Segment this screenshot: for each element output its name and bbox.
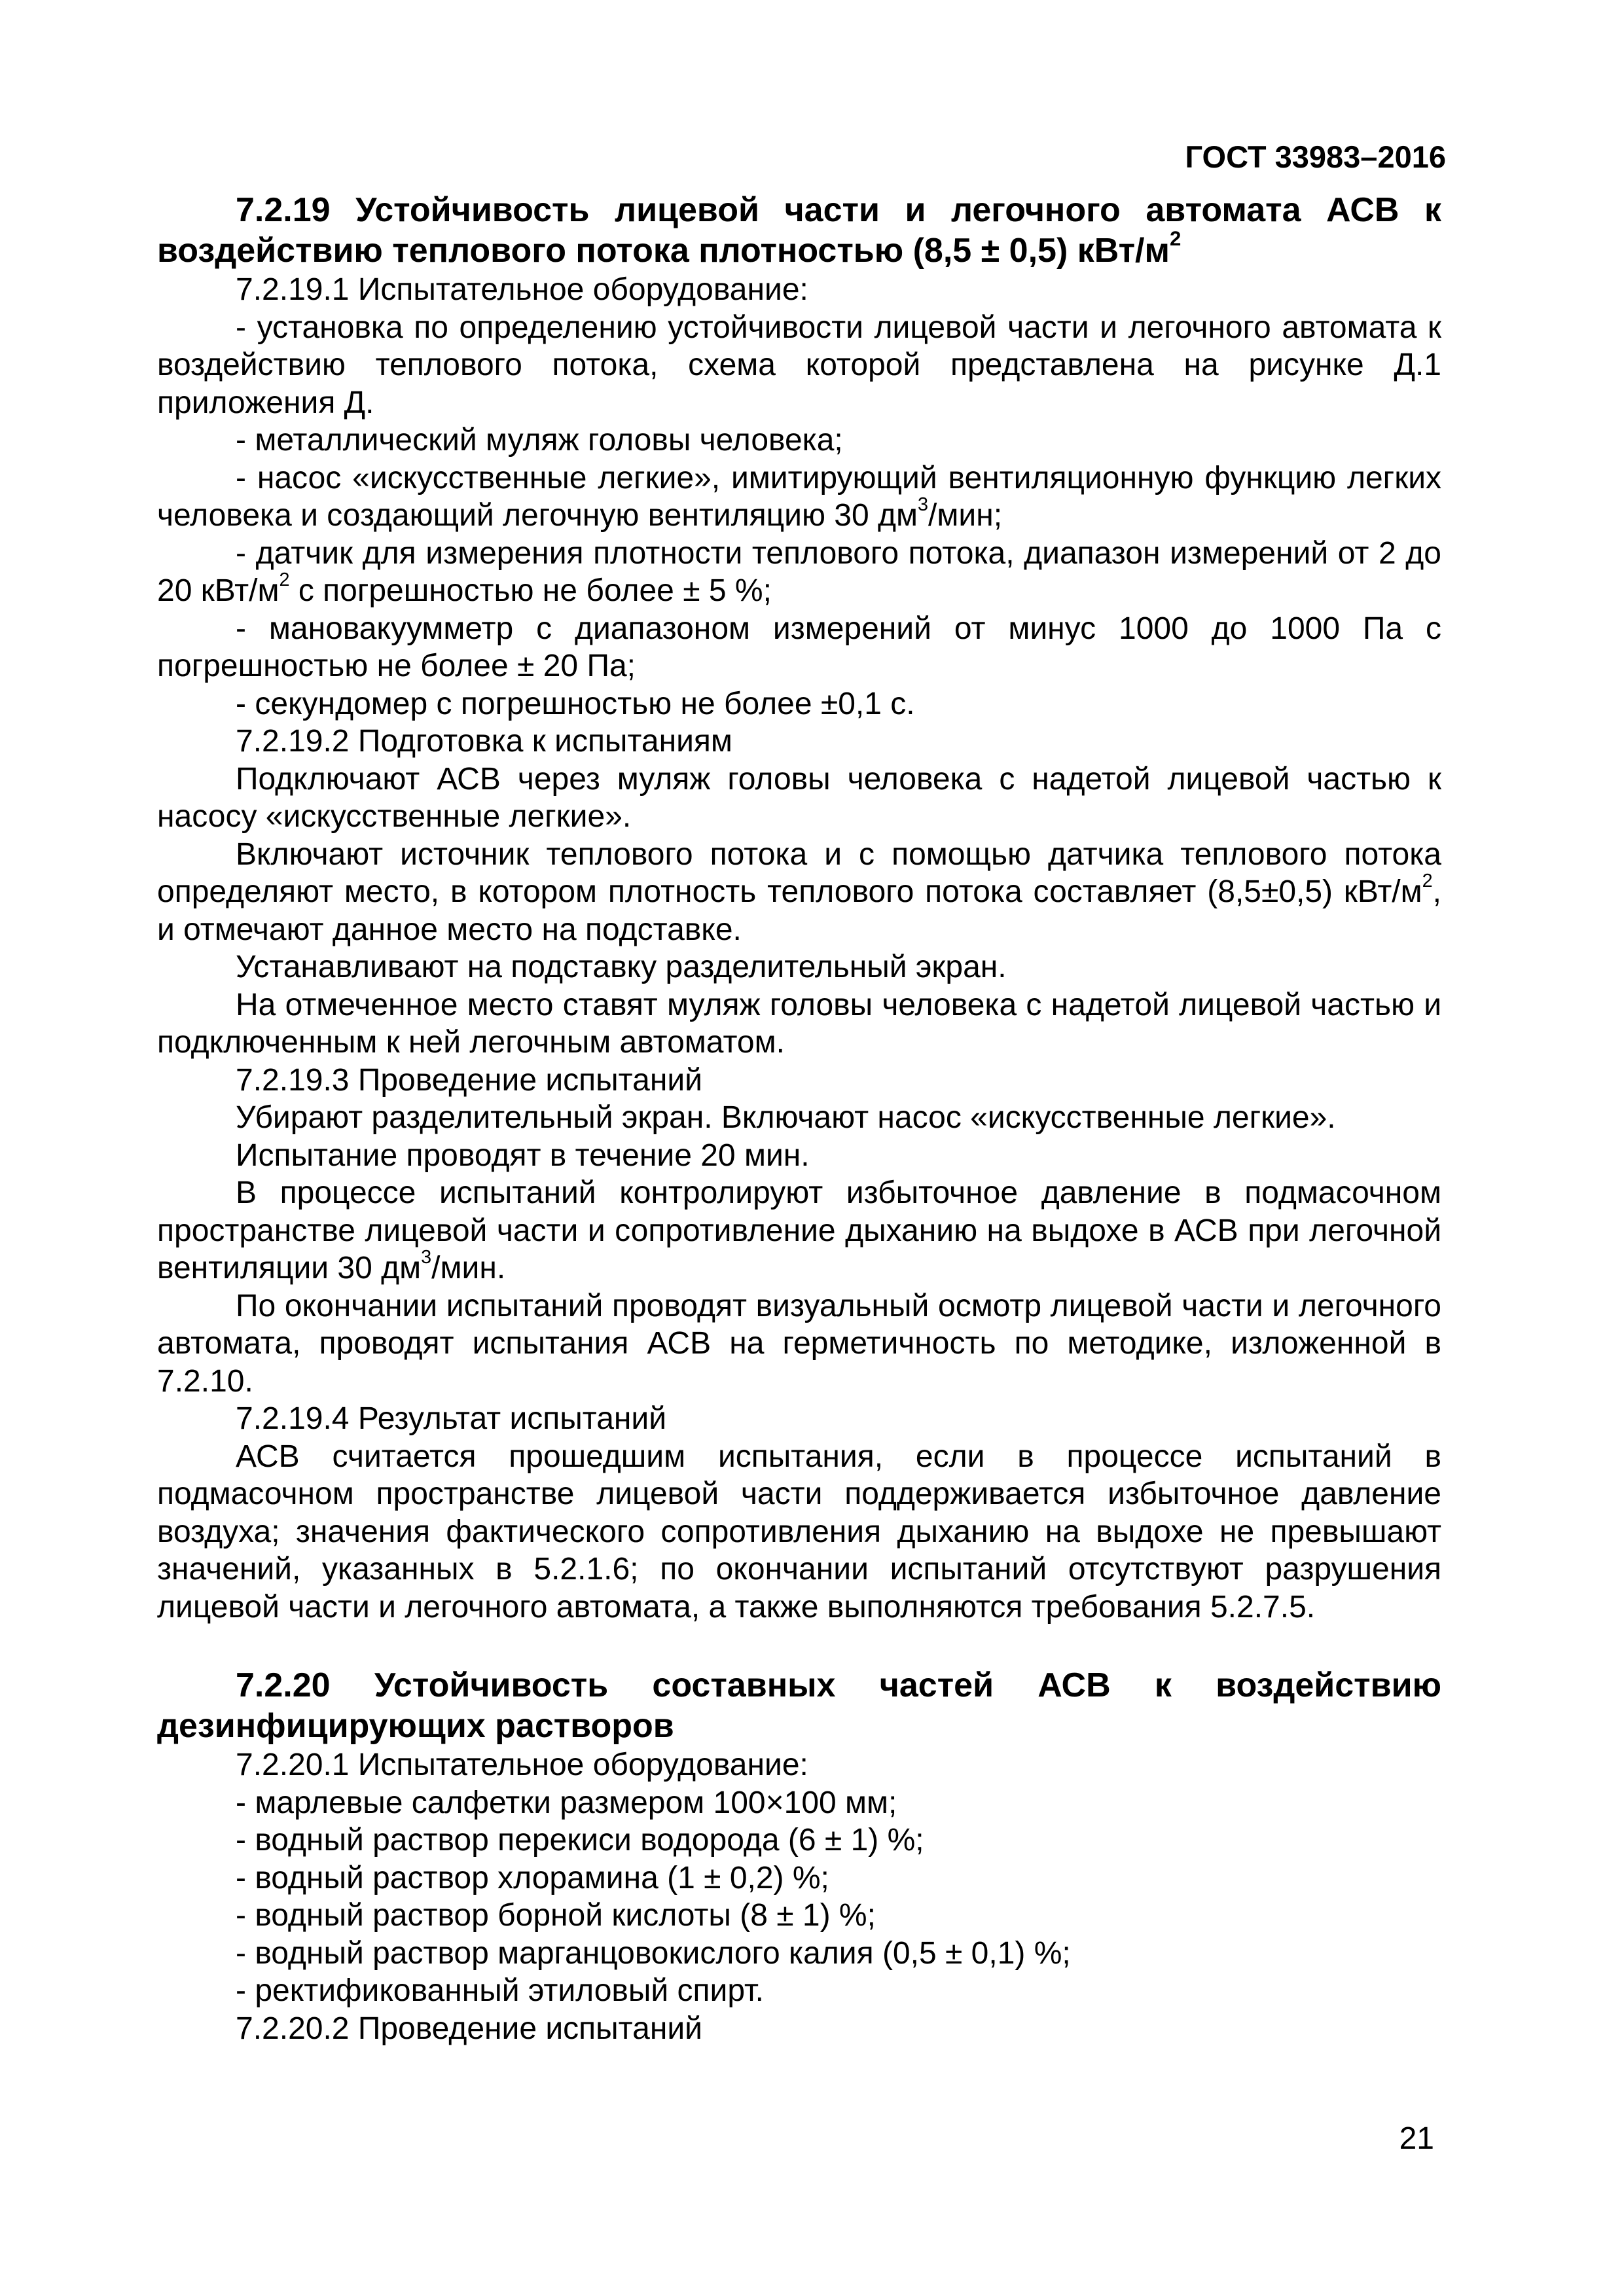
list-item: - водный раствор борной кислоты (8 ± 1) %; [236, 1898, 876, 1933]
paragraph: - установка по определению устойчивости лицевой части и легочного автомата к воздействию теплового потока, схема которой представлена на рисунке Д.1 приложения Д. [157, 310, 1441, 420]
paragraph: Устанавливают на подставку разделительный экран. [236, 950, 1007, 984]
list-item: - водный раствор перекиси водорода (6 ± 1) %; [236, 1823, 924, 1857]
list-item: - марлевые салфетки размером 100×100 мм; [236, 1785, 897, 1820]
paragraph: - секундомер с погрешностью не более ±0,1 с. [236, 686, 915, 721]
paragraph: Убирают разделительный экран. Включают насос «искусственные легкие». [236, 1100, 1336, 1135]
paragraph: На отмеченное место ставят муляж головы человека с надетой лицевой частью и подключенным к ней легочным автоматом. [157, 987, 1441, 1060]
subsection-heading: 7.2.20.2 Проведение испытаний [236, 2011, 702, 2046]
paragraph: 7.2.19.1 Испытательное оборудование: [236, 272, 808, 307]
paragraph: - мановакуумметр с диапазоном измерений от минус 1000 до 1000 Па с погрешностью не более ± 20 Па; [157, 611, 1441, 683]
paragraph: По окончании испытаний проводят визуальный осмотр лицевой части и легочного автомата, проводят испытания АСВ на герметичность по методике, изложенной в 7.2.10. [157, 1288, 1441, 1399]
document-body [157, 190, 1441, 2047]
document-header: ГОСТ 33983–2016 [1185, 139, 1446, 174]
paragraph: Подключают АСВ через муляж головы человека с надетой лицевой частью к насосу «искусственные легкие». [157, 761, 1441, 834]
subsection-heading: 7.2.19.4 Результат испытаний [236, 1401, 667, 1436]
page-number: 21 [1399, 2121, 1434, 2156]
paragraph: Испытание проводят в течение 20 мин. [236, 1138, 810, 1173]
paragraph: - датчик для измерения плотности теплового потока, диапазон измерений от 2 до 20 кВт/$м^2$ с погрешностью не более ± 5 %; [157, 535, 1441, 608]
subsection-heading: 7.2.19.2 Подготовка к испытаниям [236, 724, 732, 759]
paragraph: АСВ считается прошедшим испытания, если в процессе испытаний в подмасочном пространстве лицевой части поддерживается избыточное давление воздуха; значения фактического сопротивления дыханию на выдохе не превышают значений, указанных в 5.2.1.6; по окончании испытаний отсутствуют разрушения лицевой части и легочного автомата, а также выполняются требования 5.2.7.5. [157, 1439, 1441, 1624]
section-heading-7-2-19: 7.2.19 Устойчивость лицевой части и легочного автомата АСВ к воздействию теплового потока плотностью (8,5 ± 0,5) кВт/$м^2$ [157, 191, 1441, 270]
paragraph: В процессе испытаний контролируют избыточное давление в подмасочном пространстве лицевой части и сопротивление дыханию на выдохе в АСВ при легочной вентиляции 30 $дм^3$/мин. [157, 1175, 1441, 1285]
paragraph: - насос «искусственные легкие», имитирующий вентиляционную функцию легких человека и создающий легочную вентиляцию 30 $дм^3$/мин; [157, 460, 1441, 533]
paragraph: 7.2.20.1 Испытательное оборудование: [236, 1748, 808, 1782]
list-item: - ректификованный этиловый спирт. [236, 1973, 764, 2008]
section-heading-7-2-20: 7.2.20 Устойчивость составных частей АСВ к воздействию дезинфицирующих растворов [157, 1666, 1441, 1745]
paragraph: - металлический муляж головы человека; [236, 423, 843, 457]
subsection-heading: 7.2.19.3 Проведение испытаний [236, 1062, 702, 1098]
list-item: - водный раствор марганцовокислого калия (0,5 ± 0,1) %; [236, 1935, 1071, 1971]
list-item: - водный раствор хлорамина (1 ± 0,2) %; [236, 1860, 829, 1895]
paragraph: Включают источник теплового потока и с помощью датчика теплового потока определяют место, в котором плотность теплового потока составляет (8,5±0,5) кВт/$м^2$, и отмечают данное место на подставке. [157, 836, 1441, 947]
